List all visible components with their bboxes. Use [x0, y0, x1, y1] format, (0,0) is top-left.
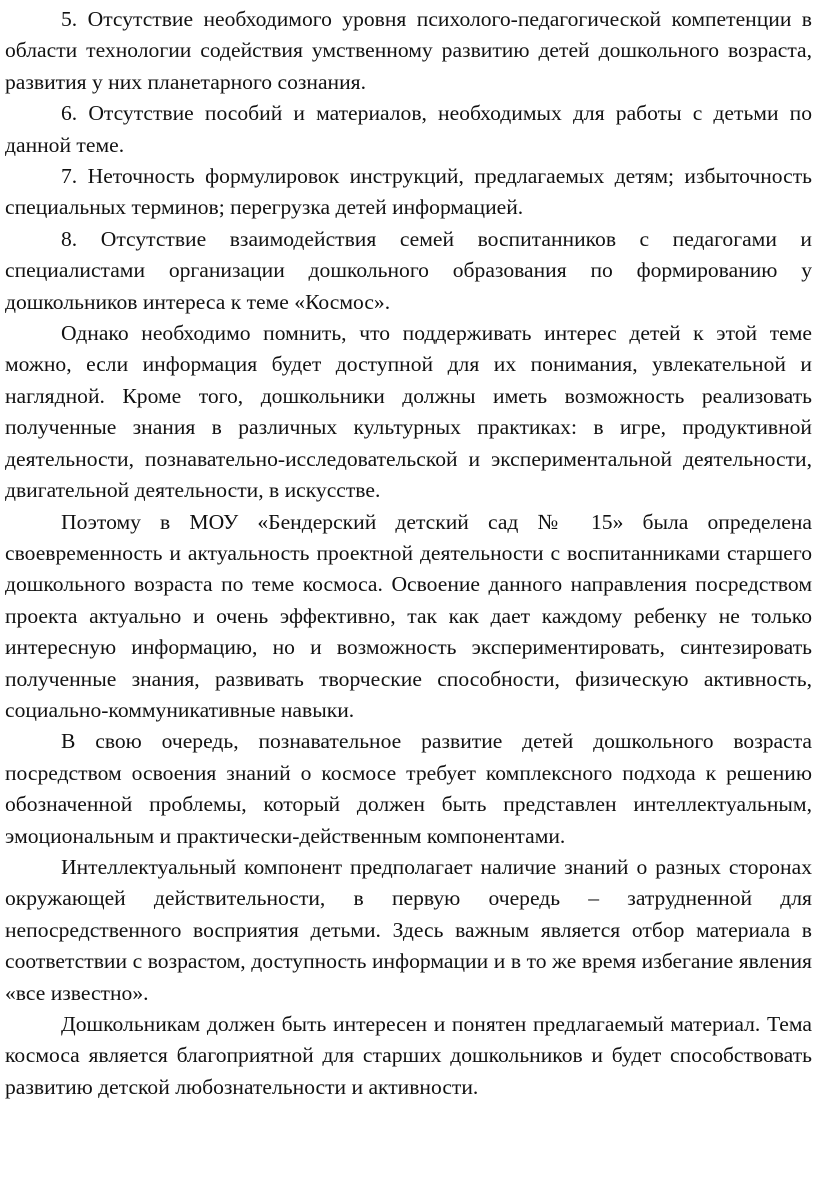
paragraph-complex-approach: В свою очередь, познавательное развитие детей дошкольного возраста посредством освоения знаний о космосе требует комплексного подхода к решению обозначенной проблемы, который должен быть представлен интеллектуальным, эмоциональным и практически-действенным компонентами. [5, 729, 812, 848]
paragraph-intellectual-component: Интеллектуальный компонент предполагает наличие знаний о разных сторонах окружающей действительности, в первую очередь – затрудненной для непосредственного восприятия детьми. Здесь важным является отбор материала в соответствии с возрастом, доступность информации и в то же время избегание явления «все известно». [5, 854, 812, 1005]
paragraph-conclusion: Дошкольникам должен быть интересен и понятен предлагаемый материал. Тема космоса является благоприятной для старших дошкольников и будет способствовать развитию детской любознательности и активности. [5, 1012, 812, 1099]
paragraph-item-8-families: 8. Отсутствие взаимодействия семей воспитанников с педагогами и специалистами организации дошкольного образования по формированию у дошкольников интереса к теме «Космос». [5, 226, 812, 314]
paragraph-item-5-competence: 5. Отсутствие необходимого уровня психолого-педагогической компетенции в области технологии содействия умственному развитию детей дошкольного возраста, развития у них планетарного сознания. [5, 7, 812, 94]
paragraph-interest: Однако необходимо помнить, что поддерживать интерес детей к этой теме можно, если информация будет доступной для их понимания, увлекательной и наглядной. Кроме того, дошкольники должны иметь возможность реализовать полученные знания в различных культурных практиках: в игре, продуктивной деятельности, познавательно-исследовательской и экспериментальной деятельности, двигательной деятельности, в искусстве. [5, 321, 812, 503]
paragraph-project-relevance: Поэтому в МОУ «Бендерский детский сад № 15» была определена своевременность и актуальность проектной деятельности с воспитанниками старшего дошкольного возраста по теме космоса. Освоение данного направления посредством проекта актуально и очень эффективно, так как дает каждому ребенку не только интересную информацию, но и возможность экспериментировать, синтезировать полученные знания, развивать творческие способности, физическую активность, социально-коммуникативные навыки. [5, 509, 812, 722]
paragraph-item-7-instructions: 7. Неточность формулировок инструкций, предлагаемых детям; избыточность специальных терминов; перегрузка детей информацией. [5, 164, 812, 220]
paragraph-item-6-materials: 6. Отсутствие пособий и материалов, необходимых для работы с детьми по данной теме. [5, 101, 812, 157]
